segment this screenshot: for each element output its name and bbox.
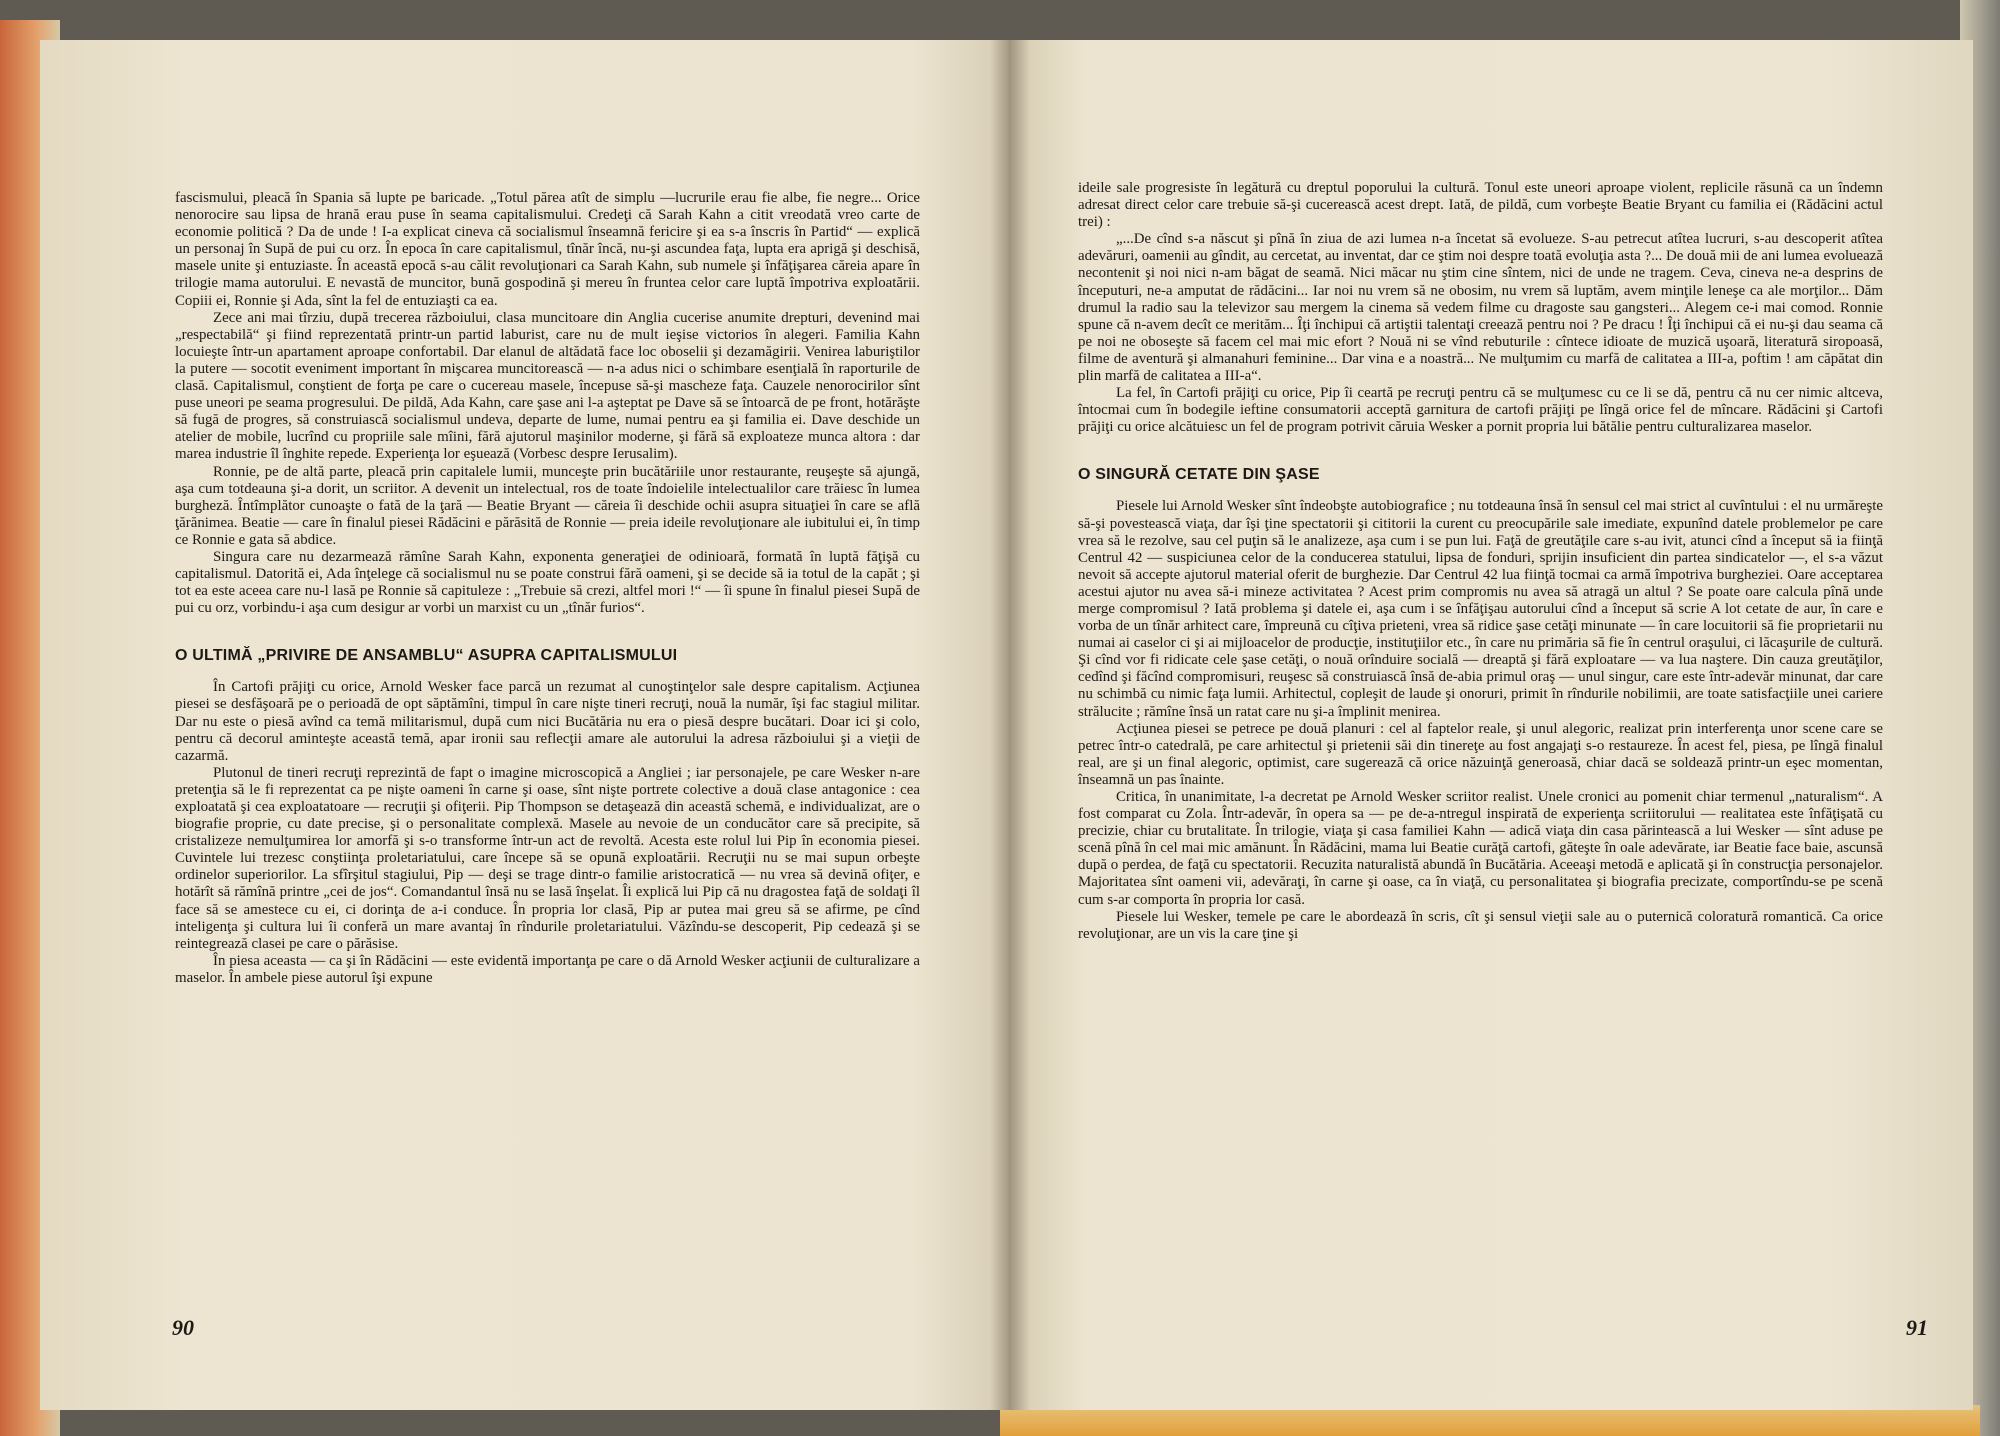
- paragraph: fascismului, pleacă în Spania să lupte pe baricade. „Totul părea atît de simplu —lucrurile erau fie albe, fie negre... Orice nenorocire sau lipsa de hrană erau puse în seama capitalismului. Credeţi că Sarah Kahn a citit vreodată vreo carte de economie politică ? Da de unde ! I-a explicat cineva că socialismul înseamnă fericire şi ea s-a înscris în Partid“ — explică un personaj în Supă de pui cu orz. În epoca în care capitalismul, tînăr încă, nu-şi ascundea faţa, lupta era aprigă şi deschisă, masele unite şi entuziaste. În această epocă s-au călit revoluţionari ca Sarah Kahn, sub numele şi înfăţişarea căreia apare în trilogie mama autorului. E nevastă de muncitor, bună gospodină şi mereu în fruntea celor care luptă împotriva exploatării. Copiii ei, Ronnie şi Ada, sînt la fel de entuziaşti ca ea.: [175, 190, 920, 309]
- paragraph: Zece ani mai tîrziu, după trecerea războiului, clasa muncitoare din Anglia cucerise anumite drepturi, devenind mai „respectabilă“ şi fiind reprezentată printr-un partid laburist, care nu de mult ieşise victorios în alegeri. Familia Kahn locuieşte într-un apartament aproape confortabil. Dar elanul de altădată face loc oboselii şi dezamăgirii. Venirea laburiştilor la putere — socotit eveniment important în mişcarea muncitorească — n-a adus nici o schimbare esenţială în raporturile de clasă. Capitalismul, conştient de forţa pe care o cucereau masele, începuse să-şi mascheze faţa. Cauzele nenorocirilor sînt puse uneori pe seama progresului. De pildă, Ada Kahn, care şase ani l-a aşteptat pe Dave să se întoarcă de pe front, hotărăşte să fugă de progres, să construiască socialismul undeva, departe de lume, numai pentru ea şi familia ei. Dave deschide un atelier de mobile, lucrînd cu propriile sale mîini, fără ajutorul maşinilor moderne, şi fără să exploateze munca altora : dar marea industrie îl înghite repede. Experienţa lor eşuează (Vorbesc despre Ierusalim).: [175, 309, 920, 463]
- paragraph: Ronnie, pe de altă parte, pleacă prin capitalele lumii, munceşte prin bucătăriile unor restaurante, reuşeşte să ajungă, aşa cum totdeauna şi-a dorit, un scriitor. A devenit un intelectual, ros de toate îndoielile intelectualilor care trăiesc în lumea burgheză. Întîmplător cunoaşte o fată de la ţară — Beatie Bryant — căreia îi deschide ochii asupra situaţiei în care se află ţărănimea. Beatie — care în finalul piesei Rădăcini e părăsită de Ronnie — preia ideile revoluţionare ale iubitului ei, în timp ce Ronnie e gata să abdice.: [175, 463, 920, 548]
- book-spine: [990, 40, 1030, 1410]
- section-heading: O ULTIMĂ „PRIVIRE DE ANSAMBLU“ ASUPRA CAPITALISMULUI: [175, 647, 678, 665]
- left-page: [40, 40, 1010, 1410]
- paragraph: Singura care nu dezarmează rămîne Sarah Kahn, exponenta generaţiei de odinioară, formată în luptă făţişă cu capitalismul. Datorită ei, Ada înţelege că socialismul nu se poate construi fără oameni, şi se decide să ia totul de la capăt ; şi tot ea este aceea care nu-l lasă pe Ronnie să capituleze : „Trebuie să crezi, altfel mori !“ — îi spune în finalul piesei Supă de pui cu orz, vorbindu-i aşa cum desigur ar vorbi un marxist cu un „tînăr furios“.: [175, 548, 920, 617]
- paragraph: Piesele lui Wesker, temele pe care le abordează în scris, cît şi sensul vieţii sale au o puternică coloratură romantică. Ca orice revoluţionar, are un vis la care ţine şi: [1078, 908, 1883, 942]
- right-page: [1008, 40, 1973, 1410]
- paragraph: Critica, în unanimitate, l-a decretat pe Arnold Wesker scriitor realist. Unele cronici au pomenit chiar termenul „naturalism“. A fost comparat cu Zola. Într-adevăr, în opera sa — pe de-a-ntregul inspirată de experienţa scriitorului — realitatea este înfăţişată cu precizie, chiar cu brutalitate. În trilogie, viaţa şi casa familiei Kahn — adică viaţa din casa părintească a lui Wesker — sînt aduse pe scenă pînă în cel mai mic amănunt. În Rădăcini, mama lui Beatie curăţă cartofi, găteşte în oale adevărate, iar Beatie face baie, ascunsă după o perdea, de faţă cu spectatorii. Recuzita naturalistă abundă în Bucătăria. Aceeaşi metodă e aplicată şi în construcţia personajelor. Majoritatea sînt oameni vii, adevăraţi, în carne şi oase, ca în viaţă, cu personalitatea şi biografia precizate, comportîndu-se pe scenă cum s-ar comporta în propria lor casă.: [1078, 789, 1883, 908]
- paragraph: În piesa aceasta — ca şi în Rădăcini — este evidentă importanţa pe care o dă Arnold Wesker acţiunii de culturalizare a maselor. În ambele piese autorul îşi expune: [175, 952, 920, 986]
- quote-paragraph: „...De cînd s-a născut şi pînă în ziua de azi lumea n-a încetat să evolueze. S-au petrecut atîtea lucruri, s-au descoperit atîtea adevăruri, oamenii au gîndit, au cercetat, au inventat, dar ce ştim noi despre toată evoluţia asta ?... De două mii de ani lumea evoluează necontenit şi noi nici n-am băgat de seamă. Nici măcar nu ştim cine sîntem, nici de unde ne tragem. Ceva, cineva ne-a desprins de începuturi, ne-a amputat de rădăcini... Iar noi nu vrem să ne obosim, nu vrem să luptăm, avem minţile leneşe ca ale morţilor... Dăm drumul la radio sau la televizor sau mergem la cinema să vedem filme cu dragoste sau gangsteri... Alegem ce-i mai comod. Ronnie spune că n-avem decît ce merităm... Îţi închipui că artiştii talentaţi creează pentru noi ? Pe dracu ! Îţi închipui că ei nu-şi dau seama că pe noi ne oboseşte să facem cel mai mic efort ? Nouă ni se vînd rebuturile : cîntece idioate de muzică uşoară, literatură siropoasă, filme de aventură şi almanahuri feminine... Dar vina e a noastră... Ne mulţumim cu marfă de calitatea a III-a, poftim ! am căpătat din plin marfă de calitatea a III-a“.: [1078, 231, 1883, 385]
- paragraph: Piesele lui Arnold Wesker sînt îndeobşte autobiografice ; nu totdeauna însă în sensul cel mai strict al cuvîntului : el nu urmăreşte să-şi povestească viaţa, dar îşi ţine spectatorii şi cititorii la curent cu preocupările sale imediate, expunînd datele problemelor pe care vrea să le rezolve, sau cel puţin să le analizeze, aşa cum i se pun lui. Faţă de greutăţile care s-au ivit, atunci cînd a început să ia fiinţă Centrul 42 — suspiciunea celor de la conducerea statului, lipsa de fonduri, sprijin insuficient din partea sindicatelor —, el s-a văzut nevoit să accepte ajutorul material oferit de burghezie. Dar Centrul 42 lua fiinţă tocmai ca armă împotriva burgheziei. Oare acceptarea acestui ajutor nu avea să-i mineze activitatea ? Acest prim compromis nu avea să atragă un altul ? Se poate oare calcula pînă unde merge compromisul ? Iată problema şi datele ei, aşa cum i se înfăţişau autorului cînd a început să scrie A lot cetate de aur, în care e vorba de un tînăr arhitect care, împreună cu cîţiva prieteni, vrea să ridice şase cetăţi minunate — în care locuitorii să fie proprietarii nu numai ai caselor ci şi ai mijloacelor de producţie, instituţiilor etc., în care nu primăria să fie în centrul oraşului, ci lăcaşurile de cultură. Şi cînd vor fi ridicate cele şase cetăţi, o nouă orînduire socială — dreaptă şi fără exploatare — va lua naştere. Din cauza greutăţilor, cedînd şi făcînd compromisuri, reuşesc să construiască însă de-abia primul oraş — unul singur, care este într-adevăr minunat, dar care nu schimbă cu nimic faţa lumii. Arhitectul, copleşit de laude şi onoruri, primit în rîndurile nobilimii, are toate satisfacţiile unei cariere strălucite ; rămîne însă un ratat care nu şi-a împlinit menirea.: [1078, 498, 1883, 720]
- paragraph: La fel, în Cartofi prăjiţi cu orice, Pip îi ceartă pe recruţi pentru că se mulţumesc cu ce li se dă, pentru că nu cer nimic altceva, întocmai cum în bodegile ieftine consumatorii acceptă garnitura de cartofi prăjiţi pe lîngă orice fel de mîncare. Rădăcini şi Cartofi prăjiţi cu orice alcătuiesc un fel de program potrivit căruia Wesker a pornit propria lui bătălie pentru culturalizarea maselor.: [1078, 385, 1883, 436]
- section-heading: O SINGURĂ CETATE DIN ŞASE: [1078, 466, 1320, 484]
- paragraph: În Cartofi prăjiţi cu orice, Arnold Wesker face parcă un rezumat al cunoştinţelor sale despre capitalism. Acţiunea piesei se desfăşoară pe o perioadă de opt săptămîni, timpul în care nişte tineri recruţi, nouă la număr, îşi fac stagiul militar. Dar nu este o piesă avînd ca temă militarismul, după cum nici Bucătăria nu era o piesă despre bucătari. Doar ici şi colo, pentru că decorul aminteşte această temă, apar ironii sau reflecţii amare ale autorului la adresa războiului şi a vieţii de cazarmă.: [175, 679, 920, 764]
- page-number: 91: [1906, 1315, 1928, 1340]
- paragraph: Plutonul de tineri recruţi reprezintă de fapt o imagine microscopică a Angliei ; iar personajele, pe care Wesker n-are pretenţia să le fi reprezentat ca pe nişte oameni în carne şi oase, sînt nişte portrete colective a două clase antagonice : cea exploatată şi cea exploatatoare — recruţii şi ofiţerii. Pip Thompson se detaşează din această schemă, e individualizat, are o biografie proprie, cu date precise, şi o personalitate complexă. Masele au nevoie de un conducător care să precipite, să cristalizeze nemulţumirea lor amorfă şi s-o transforme într-un act de revoltă. Acesta este rolul lui Pip în economia piesei. Cuvintele lui trezesc conştiinţa proletariatului, care începe să se opună exploatării. Recruţii nu se mai supun orbeşte ordinelor superiorilor. La sfîrşitul stagiului, Pip — deşi se trage dintr-o familie aristocratică — nu vrea să devină ofiţer, e hotărît să rămînă printre „cei de jos“. Comandantul însă nu se lasă înşelat. Îi explică lui Pip că nu dragostea faţă de soldaţi îl face să se amestece cu ei, ci dorinţa de a-i conduce. În propria lor clasă, Pip ar putea mai greu să se afirme, pe cînd inteligenţa şi cultura lui îi conferă un mare avantaj în rîndurile proletariatului. Văzîndu-se descoperit, Pip cedează şi se reintegrează clasei pe care o părăsise.: [175, 764, 920, 952]
- paragraph: ideile sale progresiste în legătură cu dreptul poporului la cultură. Tonul este uneori aproape violent, replicile răsună ca un îndemn adresat direct celor care trebuie să-şi cucerească acest drept. Iată, de pildă, cum vorbeşte Beatie Bryant cu familia ei (Rădăcini actul trei) :: [1078, 180, 1883, 231]
- paragraph: Acţiunea piesei se petrece pe două planuri : cel al faptelor reale, şi unul alegoric, realizat prin interferenţa unor scene care se petrec într-o catedrală, pe care arhitectul şi prietenii săi din tinereţe au fost angajaţi s-o restaureze. În acest fel, piesa, pe lîngă finalul real, are şi un final alegoric, optimist, care sugerează că orice năzuinţă generoasă, chiar dacă se soldează printr-un eşec momentan, înseamnă un pas înainte.: [1078, 720, 1883, 788]
- left-text-column: [175, 190, 920, 987]
- right-text-column: [1078, 180, 1883, 943]
- page-number: 90: [172, 1315, 194, 1340]
